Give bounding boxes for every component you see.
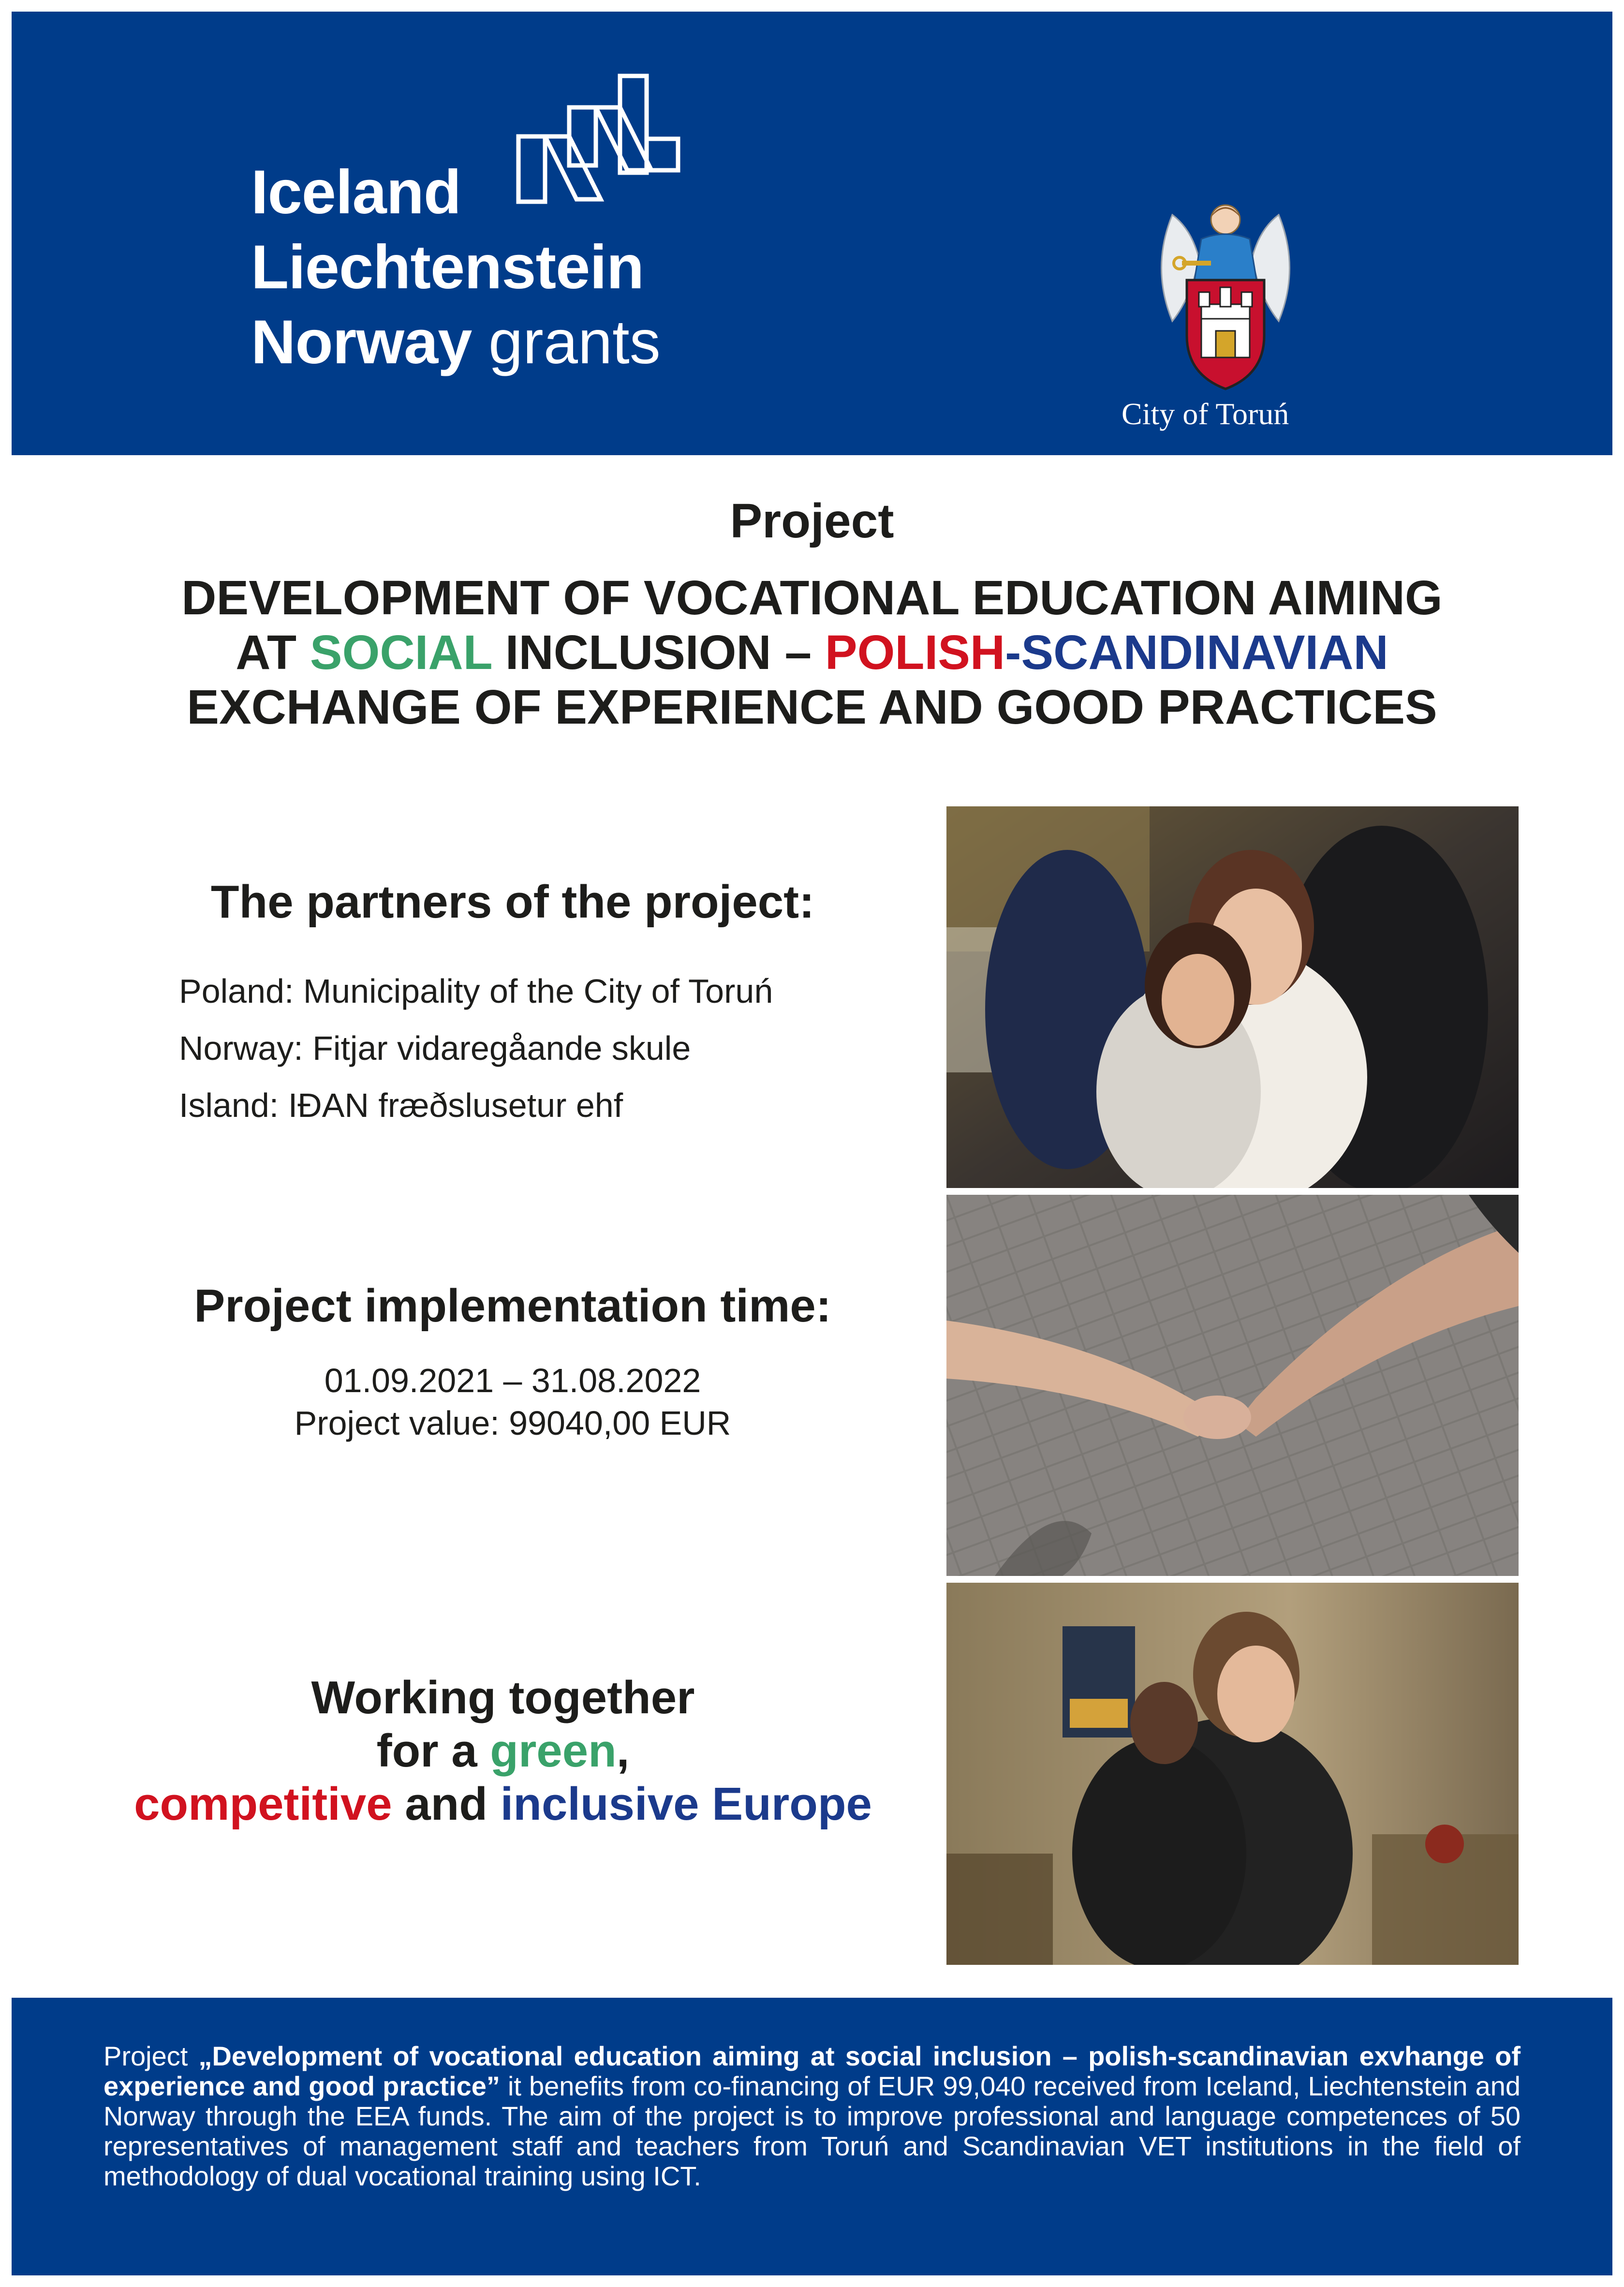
- title-polish: POLISH: [825, 625, 1005, 680]
- slogan-comma: ,: [616, 1725, 630, 1777]
- logo-line-iceland: Iceland: [251, 158, 461, 227]
- project-label: Project: [730, 494, 894, 548]
- partners-list: [179, 963, 773, 1134]
- list-item: Norway: Fitjar vidaregåande skule: [179, 1029, 691, 1067]
- title-dash: -: [1005, 625, 1021, 680]
- torun-coat-of-arms-icon: [1153, 200, 1298, 394]
- logo-line-norway-grants: [251, 308, 661, 377]
- title-at: AT: [236, 625, 310, 680]
- list-item: Poland: Municipality of the City of Toruń: [179, 972, 773, 1010]
- photo-holding-hands: [946, 1195, 1519, 1576]
- slogan-and: and: [392, 1778, 501, 1830]
- implementation-heading: Project implementation time:: [194, 1280, 831, 1332]
- footer-banner: [12, 1998, 1612, 2275]
- slogan-for-a: for a: [376, 1725, 490, 1777]
- title-line-3: EXCHANGE OF EXPERIENCE AND GOOD PRACTICES: [187, 680, 1437, 734]
- slogan-line-1: Working together: [311, 1672, 695, 1723]
- slogan-green: green: [490, 1725, 617, 1777]
- logo-line-liechtenstein: Liechtenstein: [251, 233, 644, 302]
- project-title: [0, 571, 1624, 735]
- eea-grants-logo-icon: [516, 74, 680, 204]
- title-inclusion: INCLUSION –: [491, 625, 825, 680]
- implementation-dates: 01.09.2021 – 31.08.2022: [324, 1362, 701, 1399]
- title-scandinavian: SCANDINAVIAN: [1021, 625, 1388, 680]
- slogan-line-3: [106, 1778, 900, 1831]
- list-item: Island: IÐAN fræðslusetur ehf: [179, 1086, 623, 1124]
- partners-heading: The partners of the project:: [210, 876, 815, 928]
- footer-prefix: Project: [103, 2041, 199, 2071]
- slogan-line-2: [106, 1724, 900, 1778]
- implementation-details: [106, 1359, 919, 1444]
- footer-body: it benefits from co-financing of EUR 99,040 received from Iceland, Liechtenstein and Norway through the EEA funds. The aim of the project is to improve professional and language competences of 50 representatives of management staff and teachers from Toruń and Scandinavian VET institutions in the field of methodology of dual vocational training using ICT.: [103, 2071, 1521, 2191]
- photo-girls-hugging: [946, 806, 1519, 1188]
- slogan-competitive: competitive: [134, 1778, 392, 1830]
- footer-text: [103, 2041, 1521, 2191]
- title-line-1: DEVELOPMENT OF VOCATIONAL EDUCATION AIMING: [181, 571, 1443, 625]
- logo-norway: Norway: [251, 308, 472, 377]
- photo-embrace: [946, 1583, 1519, 1965]
- logo-grants: grants: [488, 308, 661, 377]
- header-banner: [12, 12, 1612, 455]
- slogan-inclusive-europe: inclusive Europe: [500, 1778, 872, 1830]
- title-line-2: [0, 625, 1624, 680]
- crest-caption: City of Toruń: [1122, 397, 1289, 431]
- slogan: [106, 1671, 900, 1831]
- project-value: Project value: 99040,00 EUR: [294, 1404, 731, 1442]
- title-social: SOCIAL: [310, 625, 492, 680]
- footer-bold-title: „Development of vocational education aiming at social inclusion – polish-scandinavian exvhange of experience and good practice”: [103, 2041, 1521, 2101]
